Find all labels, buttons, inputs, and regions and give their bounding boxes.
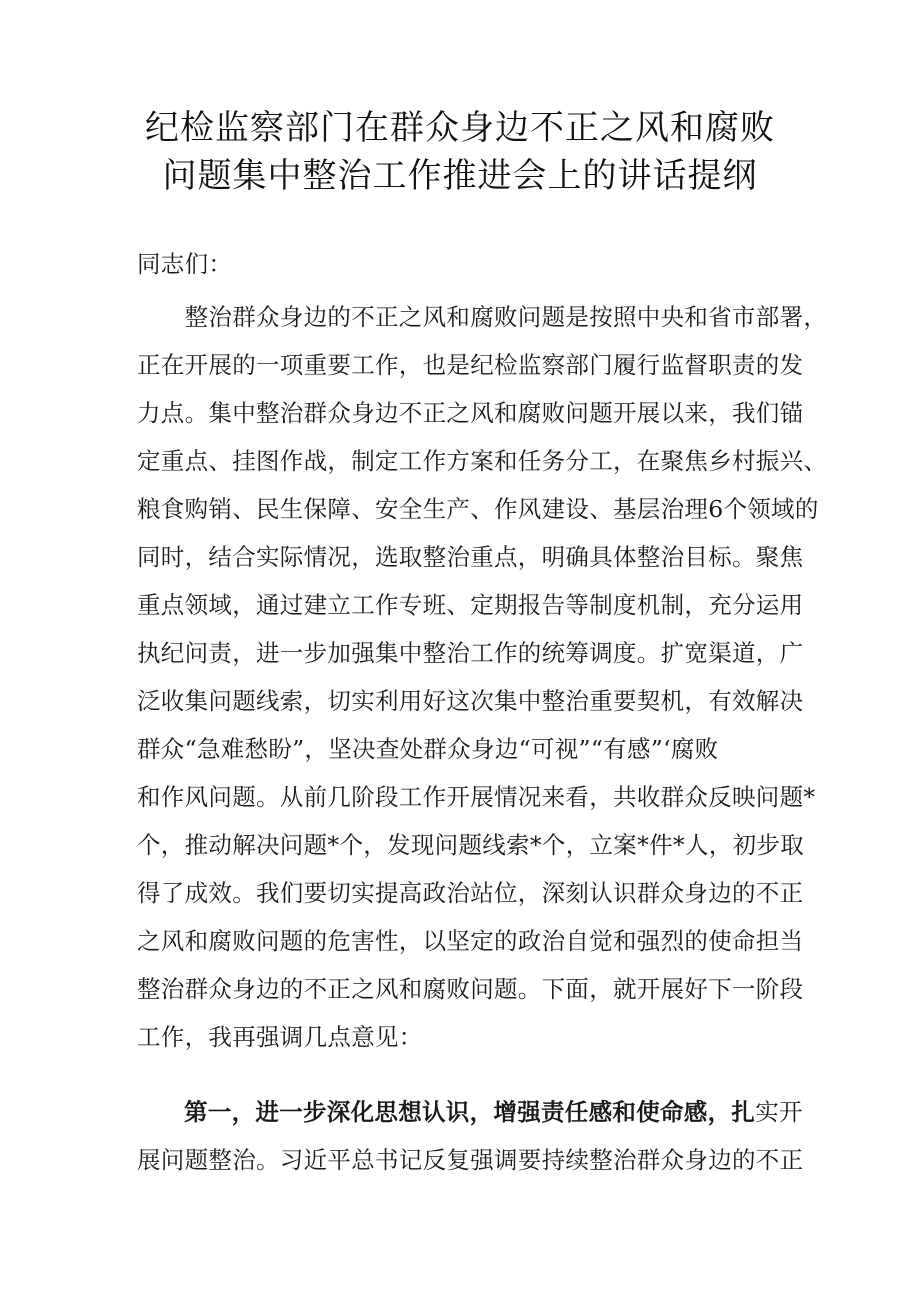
paragraph-1-line: 正在开展的一项重要工作，也是纪检监察部门履行监督职责的发: [137, 351, 804, 379]
paragraph-1-line: 执纪问责，进一步加强集中整治工作的统筹调度。扩宽渠道，广: [137, 639, 804, 667]
paragraph-1-line: 定重点、挂图作战，制定工作方案和任务分工，在聚焦乡村振兴、: [137, 447, 828, 475]
point-1-heading-rest: 实开: [755, 1098, 803, 1126]
paragraph-1-line: 重点领域，通过建立工作专班、定期报告等制度机制，充分运用: [137, 591, 804, 619]
paragraph-1-line: 整治群众身边的不正之风和腐败问题。下面，就开展好下一阶段: [137, 975, 804, 1003]
paragraph-1-line: 个，推动解决问题*个，发现问题线索*个，立案*件*人，初步取: [137, 831, 804, 859]
point-1-heading: 第一，进一步深化思想认识，增强责任感和使命感，扎: [184, 1098, 756, 1126]
paragraph-1-line: 之风和腐败问题的危害性，以坚定的政治自觉和强烈的使命担当: [137, 927, 804, 955]
paragraph-1-line: 工作，我再强调几点意见：: [137, 1023, 423, 1051]
document-title-line-2: 问题集中整治工作推进会上的讲话提纲: [162, 156, 758, 196]
salutation: 同志们：: [137, 250, 233, 278]
paragraph-1-line: 同时，结合实际情况，选取整治重点，明确具体整治目标。聚焦: [137, 543, 804, 571]
point-1-line: 展问题整治。习近平总书记反复强调要持续整治群众身边的不正: [137, 1146, 804, 1174]
paragraph-1-line: 整治群众身边的不正之风和腐败问题是按照中央和省市部署，: [137, 303, 828, 331]
paragraph-1-line: 得了成效。我们要切实提高政治站位，深刻认识群众身边的不正: [137, 879, 804, 907]
point-1-heading-line: [184, 1088, 803, 1136]
document-title-line-1: 纪检监察部门在群众身边不正之风和腐败: [145, 108, 775, 148]
paragraph-1-line: 泛收集问题线索，切实利用好这次集中整治重要契机，有效解决: [137, 687, 804, 715]
paragraph-1-line: 和作风问题。从前几阶段工作开展情况来看，共收群众反映问题*: [137, 783, 816, 811]
paragraph-1-line: 群众“急难愁盼”，坚决查处群众身边“可视”“有感”‘腐败: [137, 735, 719, 763]
paragraph-1-line: 力点。集中整治群众身边不正之风和腐败问题开展以来，我们锚: [137, 399, 804, 427]
paragraph-1-line: 粮食购销、民生保障、安全生产、作风建设、基层治理6个领域的: [137, 495, 819, 523]
